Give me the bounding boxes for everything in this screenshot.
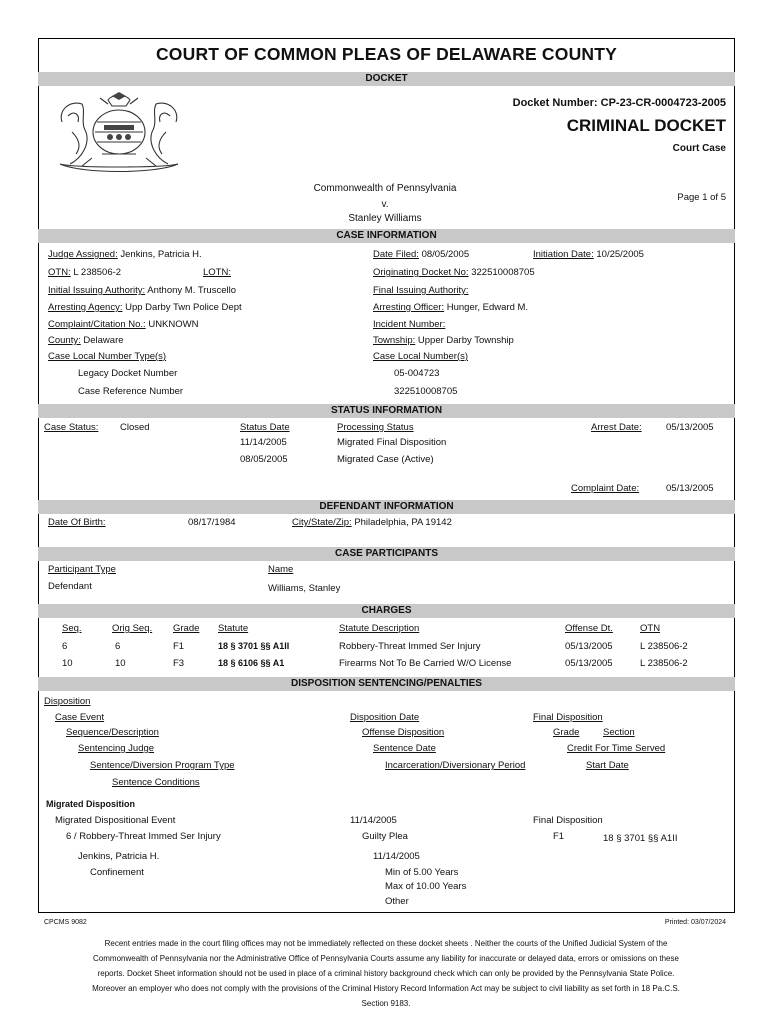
printed-date: Printed: 03/07/2024 xyxy=(664,919,726,926)
charge-description: Robbery-Threat Immed Ser Injury xyxy=(339,641,481,652)
charge-otn-header: OTN xyxy=(640,623,661,634)
disposition-date-header: Disposition Date xyxy=(350,712,420,723)
final-disposition-header: Final Disposition xyxy=(533,712,603,723)
charge-orig-seq: 6 xyxy=(115,641,121,652)
charge-grade: F3 xyxy=(173,658,185,669)
docket-number: Docket Number: CP-23-CR-0004723-2005 xyxy=(512,97,726,109)
participant-type-header: Participant Type xyxy=(48,564,116,575)
case-kind: Court Case xyxy=(672,143,726,154)
arrest-date-label: Arrest Date: xyxy=(591,422,642,433)
date-filed: Date Filed: 08/05/2005 xyxy=(373,249,470,260)
offense-disposition: Guilty Plea xyxy=(362,831,408,842)
charge-seq: 6 xyxy=(62,641,68,652)
grade-header: Grade xyxy=(553,727,580,738)
sentencing-judge: Jenkins, Patricia H. xyxy=(78,851,160,862)
charge-orig-seq: 10 xyxy=(115,658,126,669)
incident-number: Incident Number: xyxy=(373,319,446,330)
charge-description: Firearms Not To Be Carried W/O License xyxy=(339,658,512,669)
charge-otn: L 238506-2 xyxy=(640,641,688,652)
local-number-item: 322510008705 xyxy=(394,386,458,397)
sentence-conditions-header: Sentence Conditions xyxy=(112,777,200,788)
case-status-value: Closed xyxy=(120,422,150,433)
sentencing-judge-header: Sentencing Judge xyxy=(78,743,155,754)
county: County: Delaware xyxy=(48,335,124,346)
participant-type: Defendant xyxy=(48,581,92,592)
page-indicator: Page 1 of 5 xyxy=(677,192,726,203)
sentence-max: Max of 10.00 Years xyxy=(385,881,467,892)
participant-name-header: Name xyxy=(268,564,294,575)
start-date-header: Start Date xyxy=(586,760,629,771)
sentence-program: Confinement xyxy=(90,867,144,878)
judge-assigned: Judge Assigned: Jenkins, Patricia H. xyxy=(48,249,202,260)
initial-issuing-authority: Initial Issuing Authority: Anthony M. Truscello xyxy=(48,285,237,296)
status-date: 11/14/2005 xyxy=(240,437,287,448)
caption-versus: v. xyxy=(381,199,389,210)
caption-defendant: Stanley Williams xyxy=(348,213,422,224)
dob-label: Date Of Birth: xyxy=(48,517,106,528)
charge-offense-date-header: Offense Dt. xyxy=(565,623,613,634)
charge-offense-date: 05/13/2005 xyxy=(565,641,613,652)
final-issuing-authority: Final Issuing Authority: xyxy=(373,285,469,296)
migrated-disposition-title: Migrated Disposition xyxy=(46,799,136,809)
disclaimer: Recent entries made in the court filing offices may not be immediately reflected on these docket sheets . Neither the courts of the Unified Judicial System of the Commonwealth of Pennsylvania nor the Administrative Office of Pennsylvania Courts assume any liability for inaccurate or delayed data, errors or omissions on these reports. Docket Sheet information should not be used in place of a criminal history background check which can only be provided by the Pennsylvania State Police. Moreover an employer who does not comply with the provisions of the Criminal History Record Information Act may be subject to civil liability as set forth in 18 Pa.C.S. Section 9183. xyxy=(92,939,680,1008)
case-event-header: Case Event xyxy=(55,712,105,723)
charge-seq-header: Seq. xyxy=(62,623,82,634)
disposition-section: 18 § 3701 §§ A1II xyxy=(603,833,678,844)
sentence-program-header: Sentence/Diversion Program Type xyxy=(90,760,235,771)
participant-name: Williams, Stanley xyxy=(268,583,341,594)
charge-grade-header: Grade xyxy=(173,623,200,634)
sentence-min: Min of 5.00 Years xyxy=(385,867,459,878)
case-local-number-header: Case Local Number(s) xyxy=(373,351,469,362)
disposition-date: 11/14/2005 xyxy=(350,815,397,826)
originating-docket: Originating Docket No: 322510008705 xyxy=(373,267,535,278)
sentence-date: 11/14/2005 xyxy=(373,851,420,862)
case-information-bar: CASE INFORMATION xyxy=(38,229,735,243)
defendant-information-bar: DEFENDANT INFORMATION xyxy=(38,500,735,514)
sequence-description-header: Sequence/Description xyxy=(66,727,159,738)
status-date: 08/05/2005 xyxy=(240,454,288,465)
pennsylvania-seal-icon xyxy=(52,92,186,174)
lotn-label: LOTN: xyxy=(203,267,231,278)
charge-seq: 10 xyxy=(62,658,73,669)
arresting-officer: Arresting Officer: Hunger, Edward M. xyxy=(373,302,529,313)
complaint-citation: Complaint/Citation No.: UNKNOWN xyxy=(48,319,199,330)
disposition-header: Disposition xyxy=(44,696,91,707)
city-state-zip: City/State/Zip: Philadelphia, PA 19142 xyxy=(292,517,452,528)
case-status-label: Case Status: xyxy=(44,422,99,433)
complaint-date-value: 05/13/2005 xyxy=(666,483,714,494)
dob-value: 08/17/1984 xyxy=(188,517,236,528)
form-number: CPCMS 9082 xyxy=(44,919,87,926)
docket-bar: DOCKET xyxy=(38,72,735,86)
sentence-date-header: Sentence Date xyxy=(373,743,436,754)
local-type-item: Legacy Docket Number xyxy=(78,368,178,379)
processing-status-header: Processing Status xyxy=(337,422,414,433)
charge-description-header: Statute Description xyxy=(339,623,420,634)
case-participants-bar: CASE PARTICIPANTS xyxy=(38,547,735,561)
charges-bar: CHARGES xyxy=(38,604,735,618)
charge-statute: 18 § 3701 §§ A1II xyxy=(218,641,290,651)
charge-statute: 18 § 6106 §§ A1 xyxy=(218,658,285,668)
dispositional-event: Migrated Dispositional Event xyxy=(55,815,176,826)
charge-offense-date: 05/13/2005 xyxy=(565,658,613,669)
processing-status: Migrated Case (Active) xyxy=(337,454,434,465)
arresting-agency: Arresting Agency: Upp Darby Twn Police Dept xyxy=(48,302,242,313)
township: Township: Upper Darby Township xyxy=(373,335,514,346)
processing-status: Migrated Final Disposition xyxy=(337,437,447,448)
status-date-header: Status Date xyxy=(240,422,290,433)
court-title: COURT OF COMMON PLEAS OF DELAWARE COUNTY xyxy=(155,44,618,64)
status-information-bar: STATUS INFORMATION xyxy=(38,404,735,418)
docket-type: CRIMINAL DOCKET xyxy=(566,116,726,135)
sequence-description: 6 / Robbery-Threat Immed Ser Injury xyxy=(66,831,221,842)
otn: OTN: L 238506-2 xyxy=(48,267,122,278)
charge-statute-header: Statute xyxy=(218,623,249,634)
incarceration-period-header: Incarceration/Diversionary Period xyxy=(385,760,526,771)
section-header: Section xyxy=(603,727,635,738)
disposition-grade: F1 xyxy=(553,831,565,842)
charge-otn: L 238506-2 xyxy=(640,658,688,669)
disposition-bar: DISPOSITION SENTENCING/PENALTIES xyxy=(38,677,735,691)
case-local-type-header: Case Local Number Type(s) xyxy=(48,351,167,362)
complaint-date-label: Complaint Date: xyxy=(571,483,640,494)
initiation-date: Initiation Date: 10/25/2005 xyxy=(533,249,644,260)
local-type-item: Case Reference Number xyxy=(78,386,184,397)
charge-orig-seq-header: Orig Seq. xyxy=(112,623,153,634)
offense-disposition-header: Offense Disposition xyxy=(362,727,445,738)
charge-grade: F1 xyxy=(173,641,185,652)
local-number-item: 05-004723 xyxy=(394,368,440,379)
caption-plaintiff: Commonwealth of Pennsylvania xyxy=(313,183,457,194)
arrest-date-value: 05/13/2005 xyxy=(666,422,714,433)
final-disposition: Final Disposition xyxy=(533,815,603,826)
credit-time-served-header: Credit For Time Served xyxy=(567,743,666,754)
sentence-other: Other xyxy=(385,896,409,907)
